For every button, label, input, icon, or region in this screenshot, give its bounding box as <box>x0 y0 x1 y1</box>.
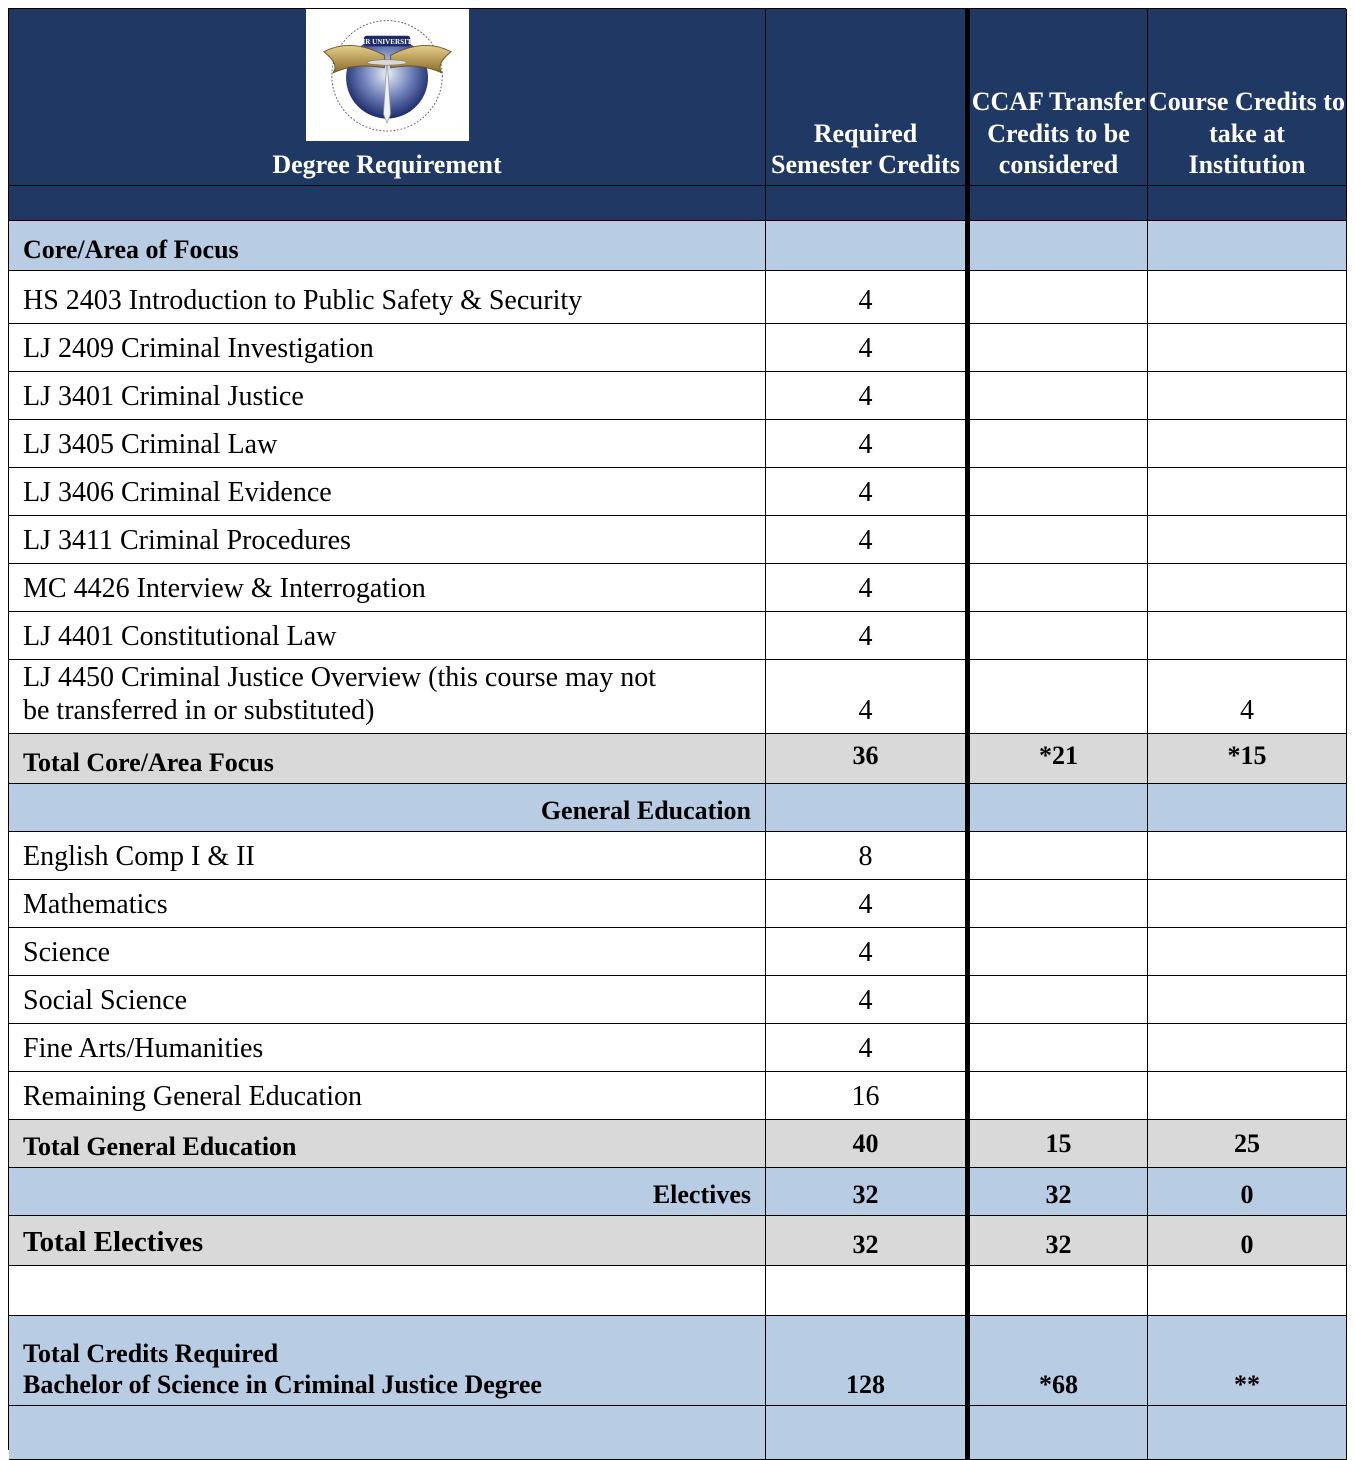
header-degree-requirement <box>9 9 766 186</box>
required-credits: 4 <box>766 660 966 734</box>
required-credits: 4 <box>766 1024 966 1072</box>
institution-credits <box>1148 928 1347 976</box>
empty-cell <box>766 1266 966 1316</box>
section-cell <box>766 784 966 832</box>
course-name-line1: LJ 4450 Criminal Justice Overview (this course may not <box>23 661 656 693</box>
ccaf-credits <box>970 324 1148 372</box>
section-cell <box>970 784 1148 832</box>
header-col-ccaf-transfer: CCAF Transfer Credits to be considered <box>970 9 1148 186</box>
course-name-multiline <box>9 660 766 734</box>
grand-total-institution: ** <box>1148 1316 1347 1406</box>
institution-credits <box>1148 516 1347 564</box>
header-spacer-cell <box>970 186 1148 221</box>
institution-credits <box>1148 564 1347 612</box>
electives-institution: 0 <box>1148 1168 1347 1216</box>
required-credits: 4 <box>766 880 966 928</box>
grand-total-ccaf: *68 <box>970 1316 1148 1406</box>
course-name: English Comp I & II <box>9 832 766 880</box>
course-name: Mathematics <box>9 880 766 928</box>
ccaf-credits <box>970 271 1148 324</box>
required-credits: 4 <box>766 420 966 468</box>
ccaf-credits <box>970 372 1148 420</box>
ccaf-credits <box>970 880 1148 928</box>
ccaf-credits <box>970 1072 1148 1120</box>
institution-credits <box>1148 976 1347 1024</box>
institution-credits: 4 <box>1148 660 1347 734</box>
header-col-degree-requirement: Degree Requirement <box>272 149 502 179</box>
required-credits: 4 <box>766 324 966 372</box>
course-name: Science <box>9 928 766 976</box>
empty-cell <box>970 1266 1148 1316</box>
total-core-institution: *15 <box>1148 734 1347 784</box>
course-name: LJ 2409 Criminal Investigation <box>9 324 766 372</box>
ccaf-credits <box>970 468 1148 516</box>
ccaf-credits <box>970 612 1148 660</box>
required-credits: 4 <box>766 928 966 976</box>
header-spacer-cell <box>1148 186 1347 221</box>
grand-total-line2: Bachelor of Science in Criminal Justice Degree <box>23 1369 542 1399</box>
grand-total-line1: Total Credits Required <box>23 1338 279 1368</box>
ccaf-credits <box>970 928 1148 976</box>
section-cell <box>1148 784 1347 832</box>
course-name: Social Science <box>9 976 766 1024</box>
section-cell <box>766 221 966 271</box>
ccaf-credits <box>970 420 1148 468</box>
section-cell <box>970 1406 1148 1460</box>
ccaf-credits <box>970 976 1148 1024</box>
total-gened-institution: 25 <box>1148 1120 1347 1168</box>
section-cell <box>1148 221 1347 271</box>
required-credits: 8 <box>766 832 966 880</box>
course-name: MC 4426 Interview & Interrogation <box>9 564 766 612</box>
institution-credits <box>1148 1024 1347 1072</box>
total-electives-required: 32 <box>766 1216 966 1266</box>
course-name: HS 2403 Introduction to Public Safety & Security <box>9 271 766 324</box>
course-name: Remaining General Education <box>9 1072 766 1120</box>
ccaf-credits <box>970 564 1148 612</box>
header-spacer-cell <box>9 186 766 221</box>
header-col-required-credits: Required Semester Credits <box>766 9 966 186</box>
section-cell <box>970 221 1148 271</box>
required-credits: 4 <box>766 372 966 420</box>
course-name: LJ 3411 Criminal Procedures <box>9 516 766 564</box>
required-credits: 4 <box>766 271 966 324</box>
total-gened-label: Total General Education <box>9 1120 766 1168</box>
institution-credits <box>1148 832 1347 880</box>
electives-ccaf: 32 <box>970 1168 1148 1216</box>
ccaf-credits <box>970 660 1148 734</box>
institution-credits <box>1148 612 1347 660</box>
header-spacer-cell <box>766 186 966 221</box>
institution-credits <box>1148 420 1347 468</box>
course-name: LJ 3401 Criminal Justice <box>9 372 766 420</box>
course-name: LJ 3405 Criminal Law <box>9 420 766 468</box>
degree-requirements-table <box>8 8 1346 1450</box>
section-heading-core: Core/Area of Focus <box>9 221 766 271</box>
empty-cell <box>1148 1266 1347 1316</box>
ccaf-credits <box>970 1024 1148 1072</box>
section-cell <box>766 1406 966 1460</box>
institution-credits <box>1148 1072 1347 1120</box>
institution-credits <box>1148 372 1347 420</box>
required-credits: 4 <box>766 564 966 612</box>
section-cell <box>9 1406 766 1460</box>
grand-total-label <box>9 1316 766 1406</box>
total-electives-ccaf: 32 <box>970 1216 1148 1266</box>
required-credits: 4 <box>766 976 966 1024</box>
course-name: LJ 3406 Criminal Evidence <box>9 468 766 516</box>
course-name: LJ 4401 Constitutional Law <box>9 612 766 660</box>
ccaf-credits <box>970 516 1148 564</box>
section-heading-general-education: General Education <box>9 784 766 832</box>
air-university-logo <box>306 9 469 141</box>
electives-required: 32 <box>766 1168 966 1216</box>
grand-total-required: 128 <box>766 1316 966 1406</box>
institution-credits <box>1148 880 1347 928</box>
institution-credits <box>1148 324 1347 372</box>
required-credits: 4 <box>766 516 966 564</box>
section-cell <box>1148 1406 1347 1460</box>
total-core-label: Total Core/Area Focus <box>9 734 766 784</box>
required-credits: 4 <box>766 612 966 660</box>
total-gened-required: 40 <box>766 1120 966 1168</box>
course-name-line2: be transferred in or substituted) <box>23 695 375 727</box>
section-heading-electives: Electives <box>9 1168 766 1216</box>
required-credits: 4 <box>766 468 966 516</box>
header-col-institution-credits: Course Credits to take at Institution <box>1148 9 1347 186</box>
required-credits: 16 <box>766 1072 966 1120</box>
total-electives-label: Total Electives <box>9 1216 766 1266</box>
ccaf-credits <box>970 832 1148 880</box>
total-core-ccaf: *21 <box>970 734 1148 784</box>
total-gened-ccaf: 15 <box>970 1120 1148 1168</box>
logo-banner-text: AIR UNIVERSITY <box>356 38 417 47</box>
empty-cell <box>9 1266 766 1316</box>
course-name: Fine Arts/Humanities <box>9 1024 766 1072</box>
total-core-required: 36 <box>766 734 966 784</box>
institution-credits <box>1148 271 1347 324</box>
total-electives-institution: 0 <box>1148 1216 1347 1266</box>
institution-credits <box>1148 468 1347 516</box>
